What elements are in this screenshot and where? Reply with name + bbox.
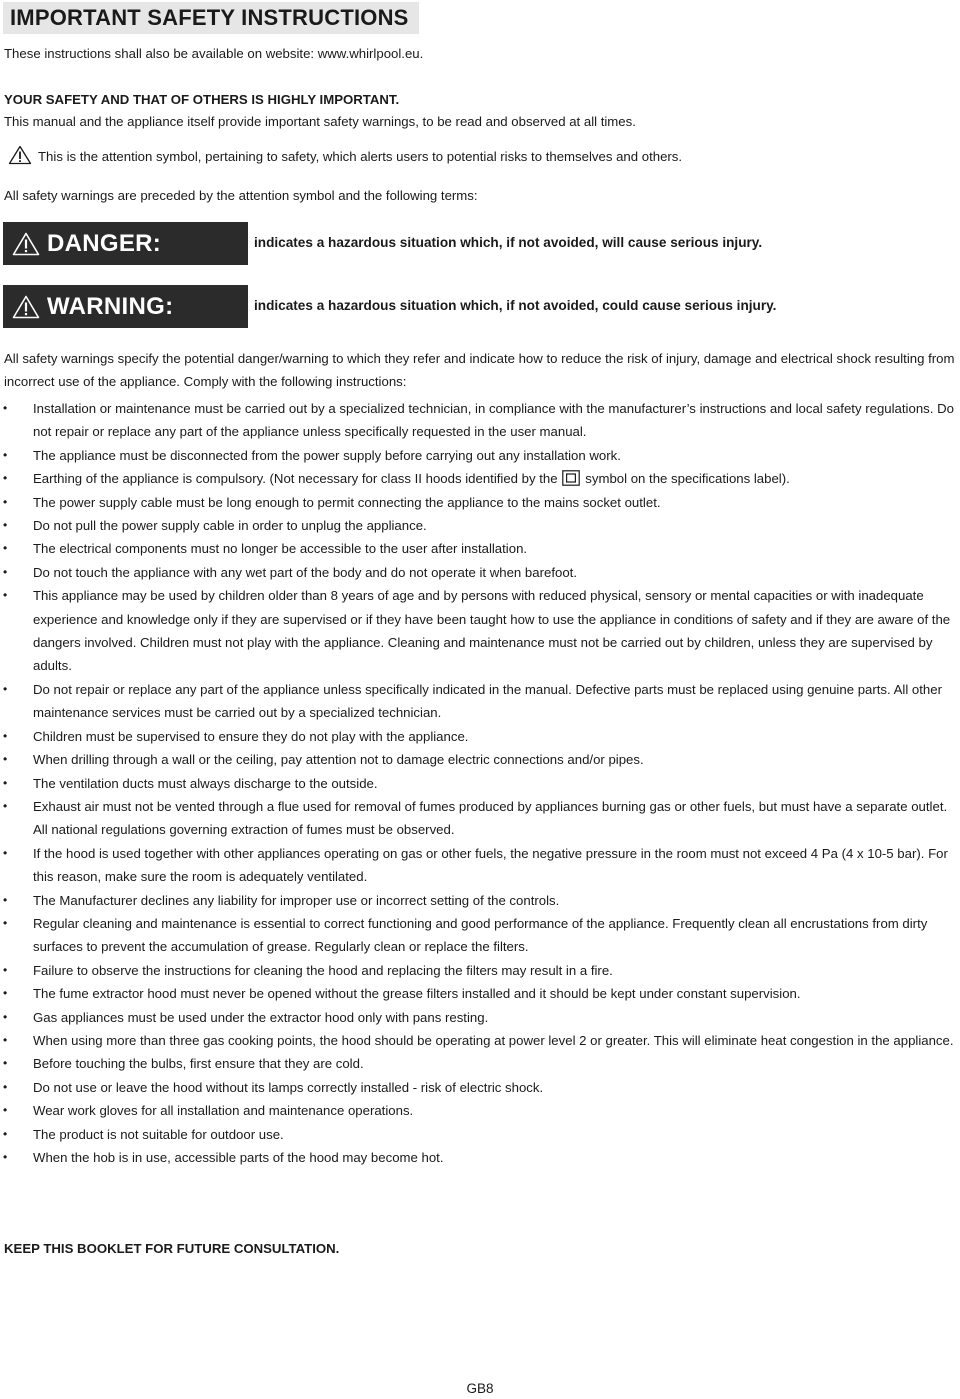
list-item: • Wear work gloves for all installation and maintenance operations. [0, 1099, 960, 1122]
website-note: These instructions shall also be available on website: www.whirlpool.eu. [4, 46, 424, 61]
attention-symbol-text: This is the attention symbol, pertaining to safety, which alerts users to potential risks to themselves and others. [38, 149, 683, 164]
danger-signal-box [3, 222, 248, 265]
list-item: • This appliance may be used by children older than 8 years of age and by persons with reduced physical, sensory or mental capacities or with inadequate experience and knowledge only if they are supervised or if they have been taught how to use the appliance in conditions of safety and if they are aware of the dangers involved. Children must not play with the appliance. Cleaning and maintenance must not be carried out by children, unless they are supervised by adults. [0, 584, 960, 678]
list-item: • Do not use or leave the hood without its lamps correctly installed - risk of electric shock. [0, 1076, 960, 1099]
keep-booklet-note: KEEP THIS BOOKLET FOR FUTURE CONSULTATION. [4, 1241, 340, 1256]
list-item: • The fume extractor hood must never be opened without the grease filters installed and it should be kept under constant supervision. [0, 982, 960, 1005]
general-safety-note: All safety warnings specify the potential danger/warning to which they refer and indicate how to reduce the risk of injury, damage and electrical shock resulting from incorrect use of the appliance. Comply with the following instructions: [4, 351, 955, 390]
list-item: • The appliance must be disconnected from the power supply before carrying out any installation work. [0, 444, 960, 467]
warning-description: indicates a hazardous situation which, if not avoided, could cause serious injury. [254, 298, 777, 313]
page-title: IMPORTANT SAFETY INSTRUCTIONS [10, 5, 409, 30]
list-item: • The product is not suitable for outdoor use. [0, 1123, 960, 1146]
list-item: • Children must be supervised to ensure they do not play with the appliance. [0, 725, 960, 748]
warning-label: WARNING: [47, 293, 174, 320]
list-item: • Gas appliances must be used under the extractor hood only with pans resting. [0, 1006, 960, 1029]
list-item: • Exhaust air must not be vented through a flue used for removal of fumes produced by appliances burning gas or other fuels, but must have a separate outlet. All national regulations governing extraction of fumes must be observed. [0, 795, 960, 842]
list-item: • Installation or maintenance must be carried out by a specialized technician, in compliance with the manufacturer’s instructions and local safety regulations. Do not repair or replace any part of the appliance unless specifically requested in the user manual. [0, 397, 960, 444]
earthing-text: Earthing of the appliance is compulsory. (Not necessary for class II hoods identified by the [33, 471, 558, 487]
attention-triangle-icon [12, 295, 40, 319]
class-ii-double-square-icon [562, 470, 580, 486]
importance-heading: YOUR SAFETY AND THAT OF OTHERS IS HIGHLY IMPORTANT. [4, 92, 400, 107]
manual-note: This manual and the appliance itself provide important safety warnings, to be read and observed at all times. [4, 114, 636, 129]
attention-triangle-icon [8, 145, 32, 165]
list-item: • The Manufacturer declines any liability for improper use or incorrect setting of the controls. [0, 889, 960, 912]
list-item: • When the hob is in use, accessible parts of the hood may become hot. [0, 1146, 960, 1169]
warning-signal-box [3, 285, 248, 328]
danger-description: indicates a hazardous situation which, if not avoided, will cause serious injury. [254, 235, 763, 250]
list-item: • If the hood is used together with other appliances operating on gas or other fuels, the negative pressure in the room must not exceed 4 Pa (4 x 10-5 bar). For this reason, make sure the room is adequately ventilated. [0, 842, 960, 889]
list-item: • When drilling through a wall or the ceiling, pay attention not to damage electric connections and/or pipes. [0, 748, 960, 771]
list-item: • The ventilation ducts must always discharge to the outside. [0, 772, 960, 795]
danger-label: DANGER: [47, 230, 162, 257]
list-item [0, 467, 960, 490]
list-item: • Failure to observe the instructions for cleaning the hood and replacing the filters may result in a fire. [0, 959, 960, 982]
instruction-list [0, 397, 960, 1169]
page-number: GB8 [466, 1381, 494, 1396]
list-item: • Regular cleaning and maintenance is essential to correct functioning and good performance of the appliance. Frequently clean all encrustations from dirty surfaces to prevent the accumulation of grease. Regularly clean or replace the filters. [0, 912, 960, 959]
page-title-banner [3, 2, 419, 34]
list-item: • Do not pull the power supply cable in order to unplug the appliance. [0, 514, 960, 537]
list-item: • Before touching the bulbs, first ensure that they are cold. [0, 1052, 960, 1075]
earthing-suffix-text: symbol on the specifications label). [585, 471, 790, 487]
attention-symbol-note [8, 145, 682, 167]
list-item: • Do not touch the appliance with any wet part of the body and do not operate it when barefoot. [0, 561, 960, 584]
attention-triangle-icon [12, 232, 40, 256]
terms-note: All safety warnings are preceded by the attention symbol and the following terms: [4, 188, 478, 203]
list-item: • The power supply cable must be long enough to permit connecting the appliance to the mains socket outlet. [0, 491, 960, 514]
list-item: • When using more than three gas cooking points, the hood should be operating at power level 2 or greater. This will eliminate heat congestion in the appliance. [0, 1029, 960, 1052]
list-item: • The electrical components must no longer be accessible to the user after installation. [0, 537, 960, 560]
list-item: • Do not repair or replace any part of the appliance unless specifically indicated in the manual. Defective parts must be replaced using genuine parts. All other maintenance services must be carried out by a specialized technician. [0, 678, 960, 725]
